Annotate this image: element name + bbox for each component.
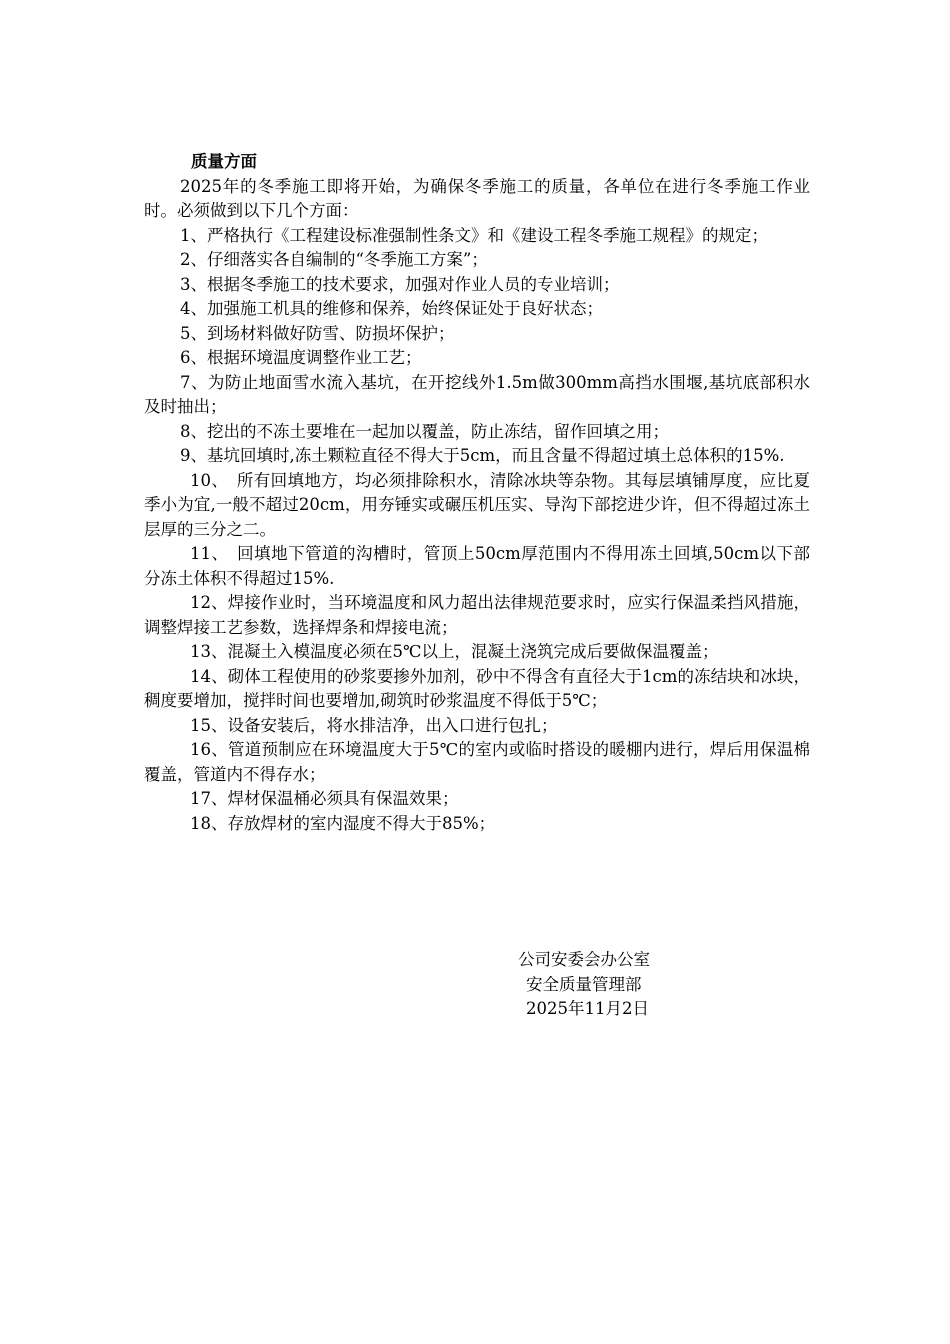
list-item-17: 17、焊材保温桶必须具有保温效果；: [190, 789, 459, 808]
list-item-6: 6、根据环境温度调整作业工艺；: [180, 348, 422, 367]
list-item-12: 12、焊接作业时，当环境温度和风力超出法律规范要求时，应实行保温柔挡风措施，调整焊接工艺参数，选择焊条和焊接电流；: [144, 593, 810, 637]
list-item-5: 5、到场材料做好防雪、防损坏保护；: [180, 323, 455, 343]
list-item-16: 16、管道预制应在环境温度大于5℃的室内或临时搭设的暖棚内进行，焊后用保温棉覆盖，管道内不得存水；: [144, 740, 810, 784]
list-item-1: 1、严格执行《工程建设标准强制性条文》和《建设工程冬季施工规程》的规定；: [180, 225, 768, 245]
document-body: [144, 150, 810, 836]
section-heading: 质量方面: [191, 152, 257, 171]
list-item-18: 18、存放焊材的室内湿度不得大于85%；: [190, 813, 496, 833]
list-item-11: 11、 回填地下管道的沟槽时，管顶上50cm厚范围内不得用冻土回填,50cm以下部分冻土体积不得超过15%.: [144, 544, 810, 588]
signature-block: [518, 948, 650, 1022]
list-item-9: 9、基坑回填时,冻土颗粒直径不得大于5cm，而且含量不得超过填土总体积的15%.: [180, 446, 785, 465]
list-item-4: 4、加强施工机具的维修和保养，始终保证处于良好状态；: [180, 299, 603, 318]
list-item-7: 7、为防止地面雪水流入基坑，在开挖线外1.5m做300mm高挡水围堰,基坑底部积水及时抽出；: [144, 372, 810, 416]
signature-date: 2025年11月2日: [526, 999, 649, 1018]
list-item-14: 14、砌体工程使用的砂浆要掺外加剂，砂中不得含有直径大于1cm的冻结块和冰块，稠度要增加，搅拌时间也要增加,砌筑时砂浆温度不得低于5℃；: [144, 666, 810, 710]
list-item-15: 15、设备安装后，将水排洁净，出入口进行包扎；: [190, 715, 558, 735]
list-item-10: 10、 所有回填地方，均必须排除积水，清除冰块等杂物。其每层填铺厚度，应比夏季小为宜,一般不超过20cm，用夯锤实或碾压机压实、导沟下部挖进少许，但不得超过冻土层厚的三分之二。: [144, 470, 810, 539]
signature-office: 公司安委会办公室: [518, 950, 650, 969]
list-item-2: 2、仔细落实各自编制的“冬季施工方案”；: [180, 250, 488, 269]
intro-paragraph: 2025年的冬季施工即将开始，为确保冬季施工的质量，各单位在进行冬季施工作业时。必须做到以下几个方面：: [144, 176, 810, 220]
list-item-13: 13、混凝土入模温度必须在5℃以上，混凝土浇筑完成后要做保温覆盖；: [190, 642, 719, 661]
list-item-3: 3、根据冬季施工的技术要求，加强对作业人员的专业培训；: [180, 274, 620, 294]
list-item-8: 8、挖出的不冻土要堆在一起加以覆盖，防止冻结，留作回填之用；: [180, 421, 669, 441]
signature-department: 安全质量管理部: [526, 974, 642, 994]
